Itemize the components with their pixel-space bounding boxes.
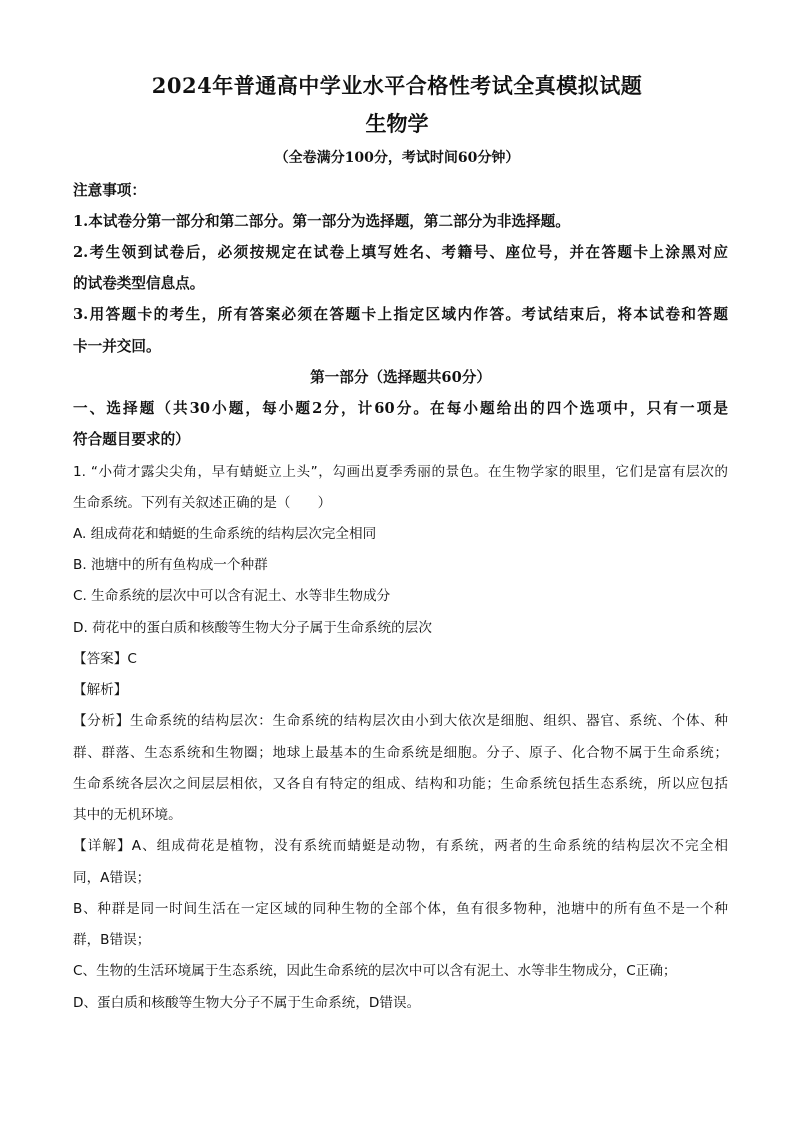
- section-heading-line-1: 一、选择题（共30小题，每小题2分，计60分。在每小题给出的四个选项中，只有一项是: [73, 400, 728, 417]
- exam-info: （全卷满分100分，考试时间60分钟）: [274, 150, 520, 166]
- question-stem-line-1: 1. “小荷才露尖尖角，早有蜻蜓立上头”，勾画出夏季秀丽的景色。在生物学家的眼里，它们是富有层次的: [73, 464, 728, 480]
- notice-item-1: 1.本试卷分第一部分和第二部分。第一部分为选择题，第二部分为非选择题。: [73, 213, 570, 230]
- exam-title: 2024年普通高中学业水平合格性考试全真模拟试题: [151, 73, 643, 98]
- section-heading-line-2: 符合题目要求的）: [73, 431, 190, 448]
- option-b: B. 池塘中的所有鱼构成一个种群: [73, 557, 268, 573]
- notice-heading: 注意事项：: [73, 182, 146, 199]
- option-d: D. 荷花中的蛋白质和核酸等生物大分子属于生命系统的层次: [73, 620, 432, 636]
- analysis-line-4: 其中的无机环境。: [73, 807, 182, 823]
- question-stem-line-2: 生命系统。下列有关叙述正确的是（ ）: [73, 495, 332, 511]
- detail-line-2: 同，A错误；: [73, 870, 151, 886]
- subject-title: 生物学: [365, 111, 429, 136]
- detail-line-4: 群，B错误；: [73, 932, 151, 948]
- notice-item-2-line-1: 2.考生领到试卷后，必须按规定在试卷上填写姓名、考籍号、座位号，并在答题卡上涂黑对应: [73, 244, 728, 261]
- option-c: C. 生命系统的层次中可以含有泥土、水等非生物成分: [73, 588, 391, 604]
- notice-item-2-line-2: 的试卷类型信息点。: [73, 275, 205, 292]
- part1-heading: 第一部分（选择题共60分）: [310, 369, 491, 386]
- detail-line-6: D、蛋白质和核酸等生物大分子不属于生命系统，D错误。: [73, 995, 421, 1011]
- notice-item-3-line-1: 3.用答题卡的考生，所有答案必须在答题卡上指定区域内作答。考试结束后，将本试卷和答题: [73, 306, 728, 323]
- answer-label: 【答案】C: [73, 651, 137, 667]
- detail-line-1: 【详解】A、组成荷花是植物，没有系统而蜻蜓是动物，有系统，两者的生命系统的结构层次不完全相: [73, 838, 728, 854]
- analysis-line-2: 群、群落、生态系统和生物圈；地球上最基本的生命系统是细胞。分子、原子、化合物不属于生命系统；: [73, 745, 728, 761]
- notice-item-3-line-2: 卡一并交回。: [73, 338, 161, 355]
- option-a: A. 组成荷花和蜻蜓的生命系统的结构层次完全相同: [73, 526, 377, 542]
- analysis-line-3: 生命系统各层次之间层层相依，又各自有特定的组成、结构和功能；生命系统包括生态系统，所以应包括: [73, 776, 728, 792]
- detail-line-5: C、生物的生活环境属于生态系统，因此生命系统的层次中可以含有泥土、水等非生物成分，C正确；: [73, 963, 677, 979]
- analysis-line-1: 【分析】生命系统的结构层次：生命系统的结构层次由小到大依次是细胞、组织、器官、系统、个体、种: [73, 713, 728, 729]
- detail-line-3: B、种群是同一时间生活在一定区域的同种生物的全部个体，鱼有很多物种，池塘中的所有鱼不是一个种: [73, 901, 728, 917]
- analysis-label: 【解析】: [73, 682, 128, 698]
